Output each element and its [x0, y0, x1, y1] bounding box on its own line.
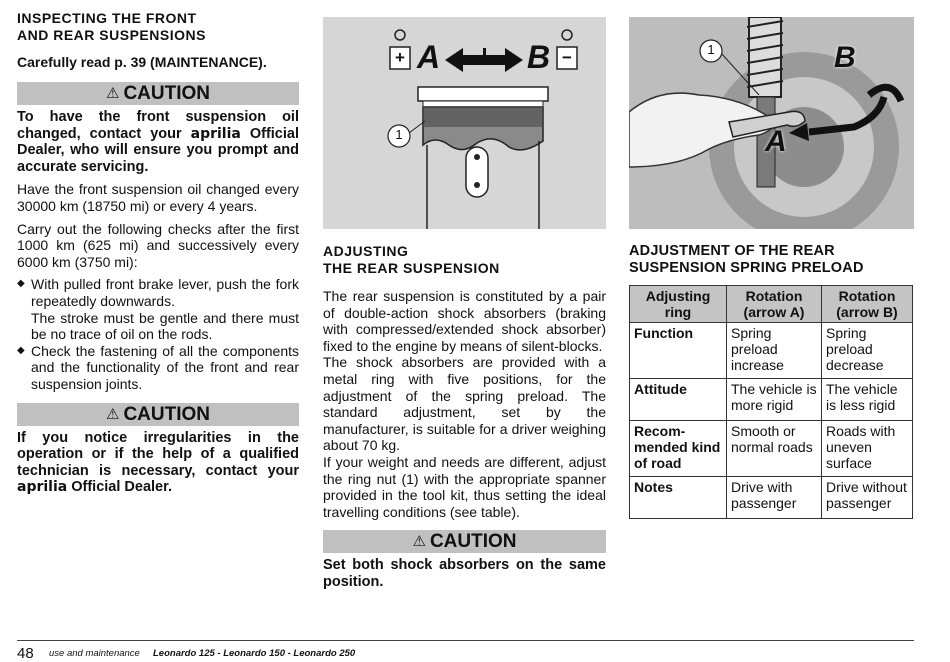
table-row: [630, 379, 913, 421]
caution-banner: [323, 530, 606, 553]
page-number: 48: [17, 645, 34, 662]
table-header: Adjusting ring: [630, 286, 727, 323]
photo-drawing: [629, 17, 914, 229]
callout-number: 1: [707, 42, 715, 57]
heading-line: AND REAR SUSPENSIONS: [17, 27, 206, 43]
table-header: Rotation (arrow B): [822, 286, 913, 323]
row-label: Recom-mended kind of road: [630, 421, 727, 477]
paragraph: Have the front suspension oil changed every 30000 km (18750 mi) or every 4 years.: [17, 181, 299, 214]
table-cell: Drive without passenger: [822, 477, 913, 519]
warning-icon: ⚠: [105, 405, 120, 423]
caution-label: CAUTION: [429, 531, 517, 553]
brand-logo-text: aprilia: [17, 479, 68, 496]
plus-label: +: [395, 48, 405, 67]
paragraph: The shock absorbers are provided with a metal ring with five positions, for the adjustment of the spring preload. The standard adjustment, set by the manufacturer, is suitable for a driver weighing about 70 kg.: [323, 354, 606, 454]
caution-text: Set both shock absorbers on the same position.: [323, 557, 606, 590]
caution-label: CAUTION: [123, 403, 210, 425]
caution-label: CAUTION: [123, 83, 210, 104]
table-row: [630, 323, 913, 379]
warning-icon: ⚠: [105, 85, 120, 102]
read-note: Carefully read p. 39 (MAINTENANCE).: [17, 54, 267, 70]
caution-text: To have the front suspension oil changed, contact your aprilia Official Dealer, who will ensure you prompt and accurate servicing.: [17, 109, 299, 175]
warning-icon: ⚠: [412, 533, 426, 551]
caution-text: If you notice irregularities in the operation or if the help of a qualified technician is necessary, contact your aprilia Official Dealer.: [17, 429, 299, 496]
section-heading-inspecting: [17, 10, 299, 44]
paragraph: If your weight and needs are different, adjust the ring nut (1) with the appropriate spanner provided in the tool kit, thus setting the ideal travelling conditions (see table).: [323, 453, 606, 520]
list-item: ◆ Check the fastening of all the components and the functionality of the front and rear suspension joints.: [17, 343, 299, 393]
table-cell: Roads with uneven surface: [822, 421, 913, 477]
row-label: Notes: [630, 477, 727, 519]
table-header-row: [630, 286, 913, 323]
column-right: [629, 17, 914, 519]
table-heading: ADJUSTMENT OF THE REAR SUSPENSION SPRING PRELOAD: [629, 243, 864, 276]
page-footer: [17, 640, 914, 662]
paragraph: The rear suspension is constituted by a pair of double-action shock absorbers (braking with compressed/extended shock absorber) fixed to the engine by means of silent-blocks.: [323, 288, 606, 354]
column-left: [17, 10, 299, 502]
heading-line: THE REAR SUSPENSION: [323, 260, 500, 276]
row-label: Attitude: [630, 379, 727, 421]
section-heading-adjusting: [323, 243, 606, 277]
heading-line: ADJUSTING: [323, 243, 409, 259]
table-header: Rotation (arrow A): [727, 286, 822, 323]
table-cell: Drive with passenger: [727, 477, 822, 519]
table-cell: Smooth or normal roads: [727, 421, 822, 477]
table-cell: The vehicle is more rigid: [727, 379, 822, 421]
preload-table: [629, 285, 913, 519]
brand-logo-text: aprilia: [190, 125, 241, 142]
caution-banner: [17, 82, 299, 105]
arrow-a-label: A: [417, 39, 441, 75]
row-label: Function: [630, 323, 727, 379]
table-cell: The vehicle is less rigid: [822, 379, 913, 421]
caution-banner: [17, 403, 299, 426]
table-cell: Spring preload decrease: [822, 323, 913, 379]
table-row: [630, 421, 913, 477]
column-middle: [323, 17, 606, 597]
table-row: [630, 477, 913, 519]
paragraph: Carry out the following checks after the first 1000 km (625 mi) and successively every 6000 km (3750 mi):: [17, 220, 299, 270]
arrow-b-label: B: [834, 41, 856, 74]
table-cell: Spring preload increase: [727, 323, 822, 379]
footer-models: Leonardo 125 - Leonardo 150 - Leonardo 250: [153, 648, 356, 659]
shock-absorber-diagram: [323, 17, 606, 229]
arrow-b-label: B: [527, 39, 551, 75]
list-item: ◆ With pulled front brake lever, push the fork repeatedly downwards. The stroke must be gentle and there must be no trace of oil on the rods.: [17, 276, 299, 342]
arrow-a-label: A: [765, 125, 787, 158]
check-list: [17, 276, 299, 392]
footer-section: use and maintenance: [49, 648, 140, 659]
callout-number: 1: [395, 127, 403, 142]
minus-label: −: [562, 48, 572, 67]
preload-adjustment-photo: [629, 17, 914, 229]
heading-line: INSPECTING THE FRONT: [17, 10, 197, 26]
